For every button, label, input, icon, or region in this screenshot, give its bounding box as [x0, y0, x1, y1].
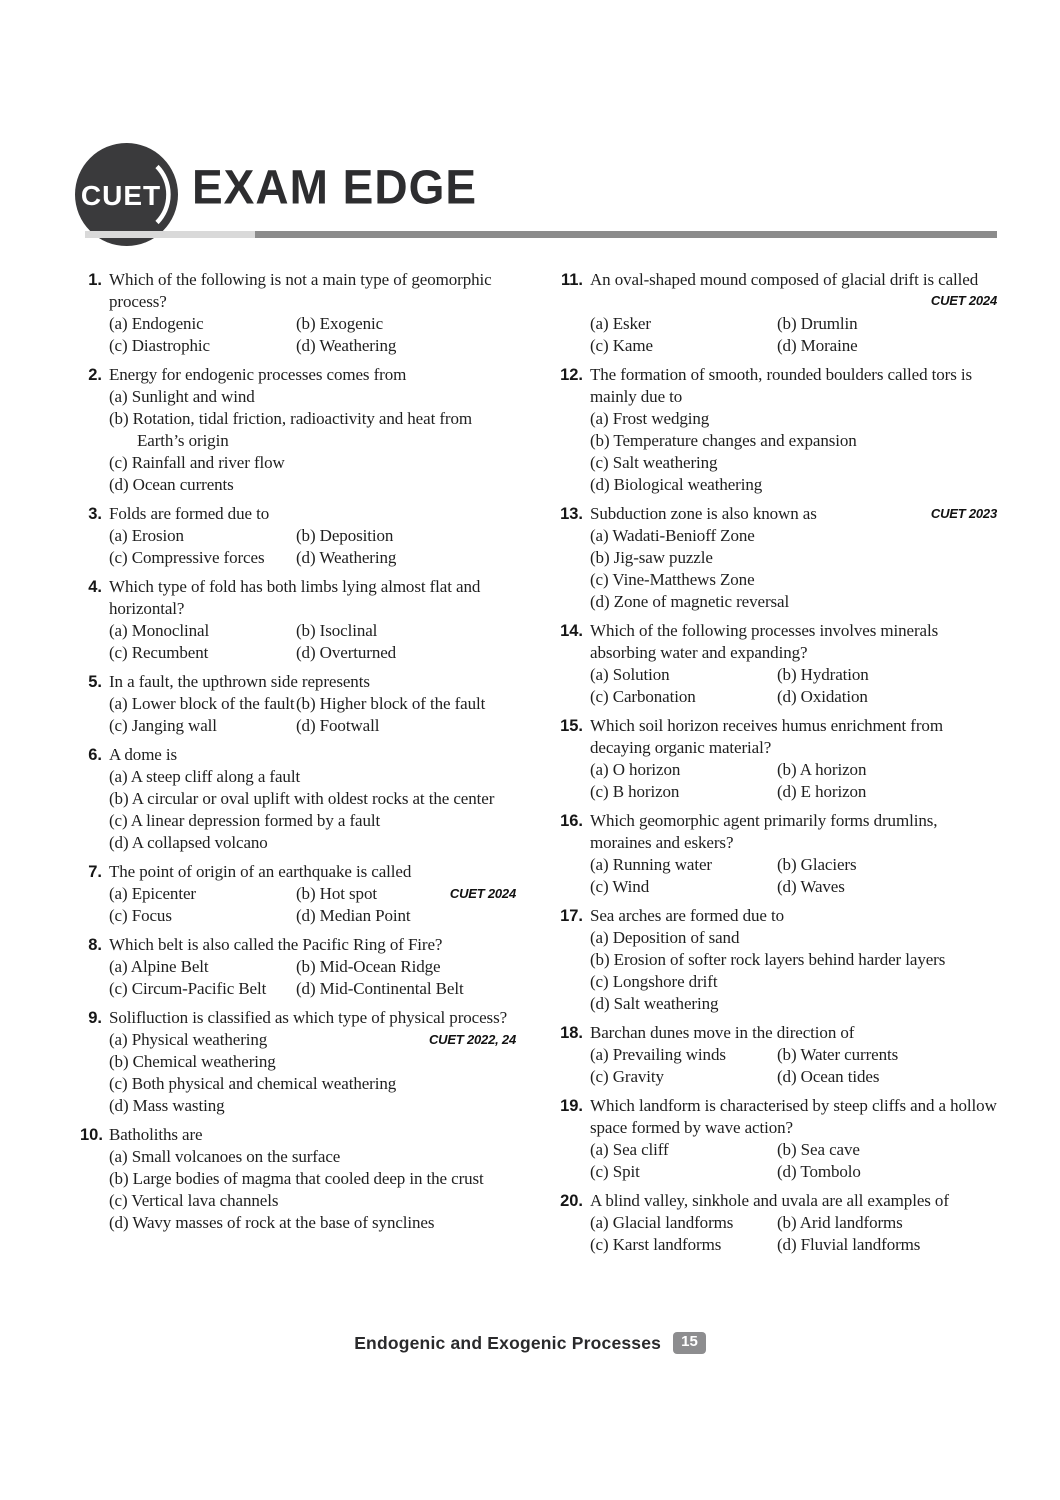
question-text-line: [109, 503, 516, 525]
question-body: [109, 744, 516, 854]
question-body: [590, 810, 997, 898]
options-group: [590, 525, 997, 613]
question-text: Batholiths are: [109, 1125, 203, 1144]
question-body: [109, 861, 516, 927]
question-item: [553, 1190, 997, 1256]
question-text: The formation of smooth, rounded boulders called tors is mainly due to: [590, 365, 973, 406]
option-item: (b) Deposition: [296, 526, 394, 545]
option-item: (d) Footwall: [296, 716, 380, 735]
option-item: (b) Jig-saw puzzle: [590, 548, 713, 567]
option-item: (d) E horizon: [777, 782, 867, 801]
question-text-line: [109, 1124, 516, 1146]
option-item: (d) Tombolo: [777, 1162, 861, 1181]
question-text: Which type of fold has both limbs lying almost flat and horizontal?: [109, 577, 481, 618]
question-item: [553, 364, 997, 496]
option-item: (b) A circular or oval uplift with oldest rocks at the center: [109, 789, 495, 808]
options-group: [109, 525, 516, 569]
option-item: (b) Large bodies of magma that cooled deep in the crust: [109, 1169, 484, 1188]
cuet-year-tag-row: [590, 292, 997, 310]
option-item: (b) Exogenic: [296, 314, 384, 333]
question-item: [553, 620, 997, 708]
option-item: (d) Ocean currents: [109, 475, 234, 494]
question-text: Which landform is characterised by steep cliffs and a hollow space formed by wave action?: [590, 1096, 997, 1137]
option-item: (d) Mid-Continental Belt: [296, 979, 464, 998]
question-text: Folds are formed due to: [109, 504, 270, 523]
option-item: (b) Chemical weathering: [109, 1052, 276, 1071]
question-text-line: [109, 744, 516, 766]
question-text-line: [109, 861, 516, 883]
question-number: 7.: [88, 863, 102, 881]
question-text-line: [590, 810, 997, 854]
question-body: [109, 364, 516, 496]
question-item: [553, 269, 997, 357]
question-text-line: [109, 671, 516, 693]
question-item: [80, 503, 516, 569]
option-item: (b) Temperature changes and expansion: [590, 431, 857, 450]
question-text: Which geomorphic agent primarily forms drumlins, moraines and eskers?: [590, 811, 938, 852]
question-text: A blind valley, sinkhole and uvala are all examples of: [590, 1191, 949, 1210]
question-body: [590, 1095, 997, 1183]
options-group: [590, 1139, 997, 1183]
question-text: Sea arches are formed due to: [590, 906, 785, 925]
question-number: 3.: [88, 505, 102, 523]
question-number: 4.: [88, 578, 102, 596]
options-group: [590, 1044, 997, 1088]
header-rule-divider: [85, 231, 997, 238]
option-item: (a) O horizon: [590, 760, 681, 779]
options-group: [590, 664, 997, 708]
question-body: [109, 503, 516, 569]
options-group: [109, 956, 516, 1000]
option-item: (d) Weathering: [296, 548, 397, 567]
question-item: [80, 671, 516, 737]
option-item: (a) Frost wedging: [590, 409, 710, 428]
question-number: 5.: [88, 673, 102, 691]
option-item: (c) B horizon: [590, 782, 680, 801]
question-number: 6.: [88, 746, 102, 764]
options-group: [590, 313, 997, 357]
question-number: 12.: [560, 366, 583, 384]
question-text-line: [109, 364, 516, 386]
question-body: [590, 269, 997, 357]
option-item: (a) Prevailing winds: [590, 1045, 726, 1064]
question-body: [109, 1124, 516, 1234]
option-item: (a) Wadati-Benioff Zone: [590, 526, 755, 545]
option-item: (d) Fluvial landforms: [777, 1235, 921, 1254]
question-number: 17.: [560, 907, 583, 925]
option-item: (b) Water currents: [777, 1045, 899, 1064]
question-number: 14.: [560, 622, 583, 640]
options-group: [590, 759, 997, 803]
option-item: (d) Weathering: [296, 336, 397, 355]
option-item: (a) Lower block of the fault: [109, 694, 295, 713]
question-text: Barchan dunes move in the direction of: [590, 1023, 855, 1042]
option-item: (d) Ocean tides: [777, 1067, 880, 1086]
option-item: (a) Alpine Belt: [109, 957, 209, 976]
question-text: Subduction zone is also known as: [590, 504, 817, 523]
question-text-line: [590, 715, 997, 759]
option-item: (c) Gravity: [590, 1067, 664, 1086]
question-item: [553, 715, 997, 803]
options-group: [109, 386, 516, 496]
question-text: Which of the following is not a main type of geomorphic process?: [109, 270, 492, 311]
cuet-year-tag: CUET 2024: [930, 293, 997, 308]
question-text-line: [590, 364, 997, 408]
option-item: (c) Diastrophic: [109, 336, 210, 355]
options-group: [590, 854, 997, 898]
cuet-logo-text: CUET: [80, 180, 162, 211]
page-footer: [0, 1332, 1060, 1354]
question-number: 9.: [88, 1009, 102, 1027]
question-body: [590, 1190, 997, 1256]
question-item: [80, 576, 516, 664]
question-number: 2.: [88, 366, 102, 384]
options-group: [590, 1212, 997, 1256]
question-text: A dome is: [109, 745, 178, 764]
option-item: (c) Wind: [590, 877, 650, 896]
option-item: (d) Mass wasting: [109, 1096, 225, 1115]
option-item: (c) Janging wall: [109, 716, 217, 735]
option-item: (a) Sunlight and wind: [109, 387, 255, 406]
question-body: [109, 269, 516, 357]
question-text-line: [590, 1022, 997, 1044]
question-number: 10.: [80, 1126, 103, 1144]
options-group: [109, 693, 516, 737]
questions-column-left: [80, 269, 516, 1263]
option-item: (a) Running water: [590, 855, 712, 874]
question-text: An oval-shaped mound composed of glacial drift is called: [590, 270, 979, 289]
option-item: (a) Endogenic: [109, 314, 204, 333]
option-item: (b) Rotation, tidal friction, radioactivity and heat from Earth’s origin: [109, 409, 472, 450]
question-number: 20.: [560, 1192, 583, 1210]
option-item: (c) Longshore drift: [590, 972, 718, 991]
option-item: (a) Glacial landforms: [590, 1213, 734, 1232]
question-text-line: [590, 620, 997, 664]
question-body: [109, 671, 516, 737]
option-item: (c) Both physical and chemical weathering: [109, 1074, 397, 1093]
page-title: EXAM EDGE: [192, 159, 478, 215]
option-item: (c) Karst landforms: [590, 1235, 722, 1254]
question-number: 11.: [560, 271, 583, 289]
questions-area: [80, 269, 997, 1263]
option-item: (c) Vertical lava channels: [109, 1191, 279, 1210]
question-item: [80, 1124, 516, 1234]
options-group: [109, 1146, 516, 1234]
question-text-line: [590, 503, 997, 525]
option-item: (a) Deposition of sand: [590, 928, 740, 947]
option-item: (a) Esker: [590, 314, 651, 333]
option-item: (b) Sea cave: [777, 1140, 860, 1159]
option-item: (c) Carbonation: [590, 687, 696, 706]
option-item: (c) Salt weathering: [590, 453, 718, 472]
option-item: (a) Epicenter: [109, 884, 196, 903]
option-item: (d) Median Point: [296, 906, 411, 925]
option-item: (c) Focus: [109, 906, 172, 925]
option-item: (d) Wavy masses of rock at the base of synclines: [109, 1213, 435, 1232]
question-body: [590, 620, 997, 708]
question-item: [80, 744, 516, 854]
option-item: (a) Monoclinal: [109, 621, 210, 640]
option-item: (b) Mid-Ocean Ridge: [296, 957, 441, 976]
option-item: (d) Salt weathering: [590, 994, 719, 1013]
option-item: (b) Higher block of the fault: [296, 694, 486, 713]
question-text-line: [590, 1095, 997, 1139]
option-item: (b) Isoclinal: [296, 621, 378, 640]
question-text: The point of origin of an earthquake is called: [109, 862, 412, 881]
option-item: (d) Waves: [777, 877, 845, 896]
question-number: 15.: [560, 717, 583, 735]
option-item: (b) Hydration: [777, 665, 869, 684]
options-group: [109, 883, 516, 927]
options-group: [590, 927, 997, 1015]
question-text-line: [590, 1190, 997, 1212]
question-item: [80, 269, 516, 357]
option-item: (c) Vine-Matthews Zone: [590, 570, 755, 589]
option-item: (a) Erosion: [109, 526, 184, 545]
cuet-year-tag: CUET 2023: [930, 506, 997, 521]
option-item: (c) Circum-Pacific Belt: [109, 979, 267, 998]
option-item: (b) Hot spot: [296, 884, 377, 903]
question-body: [590, 503, 997, 613]
option-item: (c) A linear depression formed by a fault: [109, 811, 381, 830]
question-number: 13.: [560, 505, 583, 523]
options-group: [109, 620, 516, 664]
question-text-line: [109, 576, 516, 620]
question-text: In a fault, the upthrown side represents: [109, 672, 370, 691]
questions-column-right: [553, 269, 997, 1263]
cuet-year-tag: CUET 2024: [449, 886, 516, 901]
question-text: Which belt is also called the Pacific Ring of Fire?: [109, 935, 443, 954]
option-item: (c) Kame: [590, 336, 653, 355]
question-body: [109, 934, 516, 1000]
question-text-line: [109, 934, 516, 956]
options-group: [109, 313, 516, 357]
question-item: [80, 934, 516, 1000]
option-item: (d) Zone of magnetic reversal: [590, 592, 790, 611]
question-text: Which of the following processes involves minerals absorbing water and expanding?: [590, 621, 939, 662]
options-group: [590, 408, 997, 496]
option-item: (a) Physical weathering: [109, 1030, 268, 1049]
question-item: [553, 1095, 997, 1183]
question-text: Energy for endogenic processes comes from: [109, 365, 407, 384]
question-body: [590, 364, 997, 496]
question-body: [590, 715, 997, 803]
option-item: (b) A horizon: [777, 760, 867, 779]
cuet-year-tag: CUET 2022, 24: [428, 1032, 516, 1047]
question-body: [109, 576, 516, 664]
options-group: [109, 1029, 516, 1117]
option-item: (d) Overturned: [296, 643, 397, 662]
option-item: (b) Drumlin: [777, 314, 858, 333]
question-item: [553, 905, 997, 1015]
option-item: (c) Compressive forces: [109, 548, 265, 567]
question-item: [553, 503, 997, 613]
option-item: (a) Small volcanoes on the surface: [109, 1147, 341, 1166]
question-item: [80, 1007, 516, 1117]
question-text-line: [590, 269, 997, 291]
option-item: (c) Spit: [590, 1162, 640, 1181]
option-item: (d) Oxidation: [777, 687, 868, 706]
question-number: 19.: [560, 1097, 583, 1115]
option-item: (b) Erosion of softer rock layers behind harder layers: [590, 950, 946, 969]
question-body: [109, 1007, 516, 1117]
option-item: (b) Arid landforms: [777, 1213, 903, 1232]
question-item: [80, 364, 516, 496]
option-item: (b) Glaciers: [777, 855, 857, 874]
option-item: (d) A collapsed volcano: [109, 833, 268, 852]
question-item: [553, 1022, 997, 1088]
question-text: Which soil horizon receives humus enrichment from decaying organic material?: [590, 716, 943, 757]
option-item: (a) Sea cliff: [590, 1140, 669, 1159]
page-number-badge: 15: [673, 1332, 706, 1354]
question-number: 8.: [88, 936, 102, 954]
option-item: (c) Recumbent: [109, 643, 209, 662]
chapter-title: Endogenic and Exogenic Processes: [354, 1332, 662, 1353]
option-item: (a) A steep cliff along a fault: [109, 767, 301, 786]
question-text: Solifluction is classified as which type of physical process?: [109, 1008, 508, 1027]
option-item: (d) Moraine: [777, 336, 858, 355]
question-number: 1.: [88, 271, 102, 289]
question-body: [590, 1022, 997, 1088]
question-item: [80, 861, 516, 927]
question-text-line: [109, 269, 516, 313]
option-item: (c) Rainfall and river flow: [109, 453, 285, 472]
option-item: (d) Biological weathering: [590, 475, 763, 494]
options-group: [109, 766, 516, 854]
question-body: [590, 905, 997, 1015]
question-item: [553, 810, 997, 898]
question-text-line: [590, 905, 997, 927]
question-number: 16.: [560, 812, 583, 830]
option-item: (a) Solution: [590, 665, 670, 684]
question-number: 18.: [560, 1024, 583, 1042]
